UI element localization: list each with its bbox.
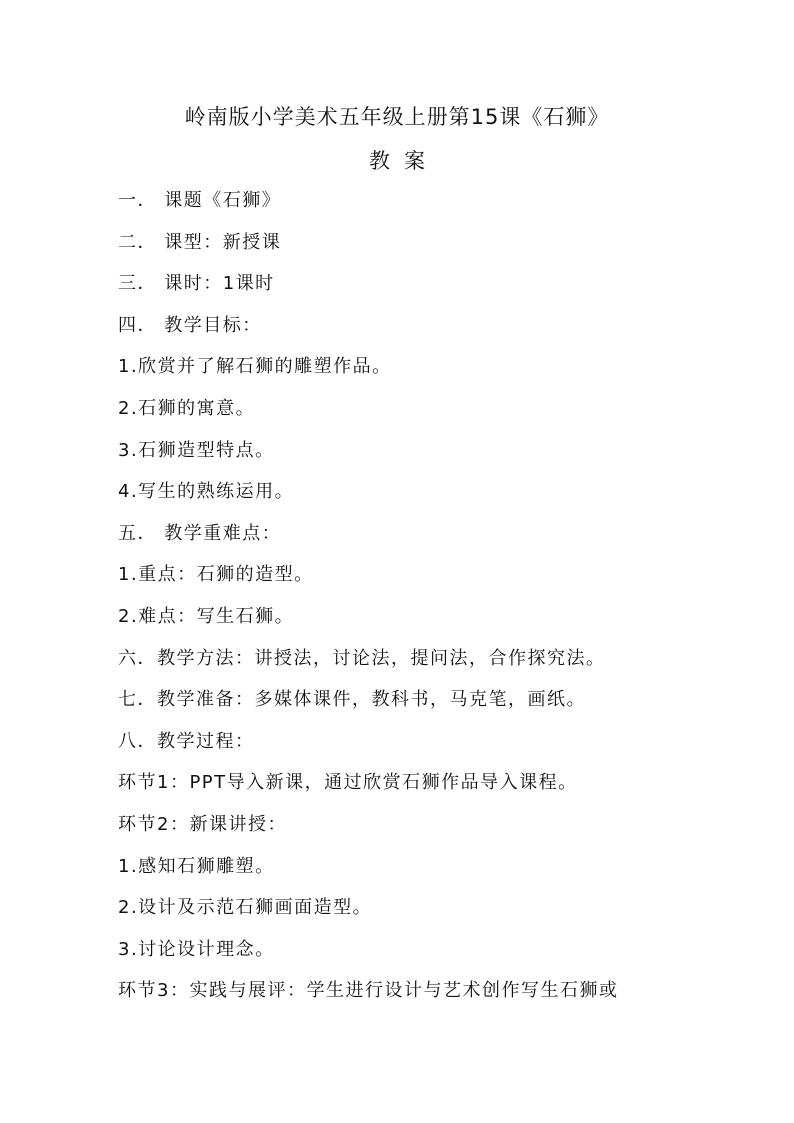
process-sub-item: 2.设计及示范石狮画面造型。 [118, 897, 373, 919]
document-title: 岭南版小学美术五年级上册第15课《石狮》 [184, 105, 610, 129]
process-step-1: 环节1：PPT导入新课，通过欣赏石狮作品导入课程。 [118, 772, 578, 794]
heading-teaching-preparation: 七．教学准备：多媒体课件，教科书，马克笔，画纸。 [118, 689, 586, 711]
heading-teaching-goals: 四． 教学目标： [118, 314, 262, 336]
process-step-3: 环节3：实践与展评：学生进行设计与艺术创作写生石狮或 [118, 980, 619, 1002]
goal-item: 2.石狮的寓意。 [118, 397, 256, 419]
heading-teaching-methods: 六．教学方法：讲授法，讨论法，提问法，合作探究法。 [118, 647, 606, 669]
process-sub-item: 3.讨论设计理念。 [118, 938, 275, 960]
goal-item: 1.欣赏并了解石狮的雕塑作品。 [118, 356, 392, 378]
process-step-2: 环节2：新课讲授： [118, 813, 287, 835]
document-subtitle: 教案 [369, 149, 439, 173]
heading-topic: 一． 课题《石狮》 [118, 190, 282, 211]
process-sub-item: 1.感知石狮雕塑。 [118, 855, 275, 877]
heading-lesson-type: 二． 课型：新授课 [118, 231, 282, 253]
key-point-item: 2.难点：写生石狮。 [118, 605, 295, 627]
goal-item: 3.石狮造型特点。 [118, 439, 275, 461]
key-point-item: 1.重点：石狮的造型。 [118, 564, 314, 586]
heading-teaching-process: 八．教学过程： [118, 730, 255, 752]
heading-class-hours: 三． 课时：1课时 [118, 273, 275, 295]
goal-item: 4.写生的熟练运用。 [118, 481, 295, 503]
document-body [118, 185, 718, 1017]
heading-key-points: 五． 教学重难点： [118, 522, 282, 544]
